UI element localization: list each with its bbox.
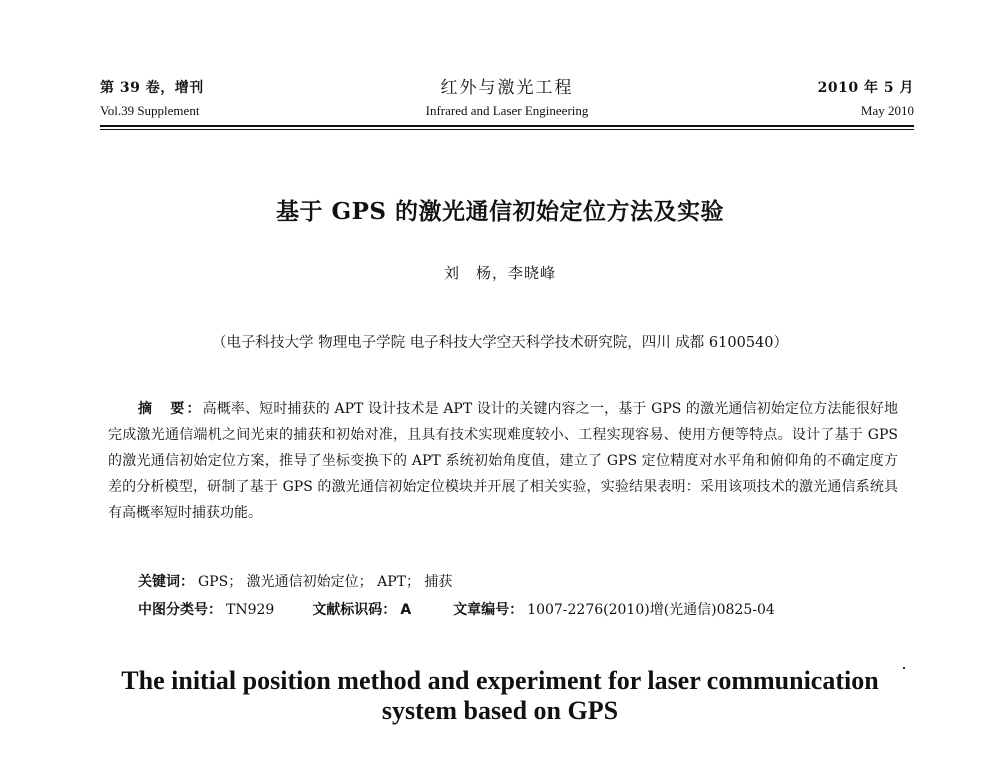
article-number (453, 599, 775, 619)
article-number-value: 1007-2276(2010)增(光通信)0825-04 (527, 602, 775, 618)
abstract-text: 高概率、短时捕获的 APT 设计技术是 APT 设计的关键内容之一，基于 GPS 的激光通信初始定位方法能很好地完成激光通信端机之间光束的捕获和初始对准，且具有技术实现难度较小、工程实现容易、使用方便等特点。设计了基于 GPS 的激光通信初始定位方案，推导了坐标变换下的 APT 系统初始角度值，建立了 GPS 定位精度对水平角和俯仰角的不确定度方差的分析模型，研制了基于 GPS 的激光通信初始定位模块并开展了相关实验，实验结果表明：采用该项技术的激光通信系统具有高概率短时捕获功能。 (108, 401, 898, 521)
paper-title-zh: 基于 GPS 的激光通信初始定位方法及实验 (275, 198, 725, 225)
abstract-paragraph (108, 396, 898, 526)
document-code-value: A (400, 602, 412, 618)
header-left (100, 78, 204, 120)
volume-zh: 第 39 卷，增刊 (100, 80, 204, 96)
header-rule-thick (100, 125, 914, 127)
journal-name-zh: 红外与激光工程 (440, 78, 574, 98)
abstract (108, 396, 898, 526)
article-number-label: 文章编号： (453, 602, 524, 618)
document-code-label: 文献标识码： (312, 602, 397, 618)
abstract-label: 摘 要： (138, 401, 203, 417)
clc-value: TN929 (226, 602, 275, 618)
classification-line (138, 599, 898, 619)
paper-title-en-line2: system based on GPS (381, 696, 619, 725)
journal-name-en: Infrared and Laser Engineering (425, 103, 589, 118)
clc-number (138, 599, 274, 619)
header-right (818, 78, 914, 120)
issue-date-en: May 2010 (860, 103, 914, 118)
clc-label: 中图分类号： (138, 602, 222, 618)
journal-header (100, 78, 914, 126)
paper-title-en (0, 666, 1000, 726)
keywords-label: 关键词： (138, 574, 194, 590)
volume-en: Vol.39 Supplement (100, 103, 200, 118)
keywords-text: GPS； 激光通信初始定位； APT； 捕获 (198, 574, 453, 590)
header-rule-thin (100, 129, 914, 130)
keywords-line (138, 571, 452, 591)
authors: 刘 杨，李晓峰 (443, 264, 556, 282)
issue-date-zh: 2010 年 5 月 (817, 80, 914, 96)
paper-title-en-line1: The initial position method and experiment for laser communication (121, 666, 879, 695)
affiliation: （电子科技大学 物理电子学院 电子科技大学空天科学技术研究院，四川 成都 6100540） (211, 335, 788, 351)
scan-speck (903, 667, 905, 669)
header-center (100, 78, 914, 120)
document-code (312, 599, 415, 619)
